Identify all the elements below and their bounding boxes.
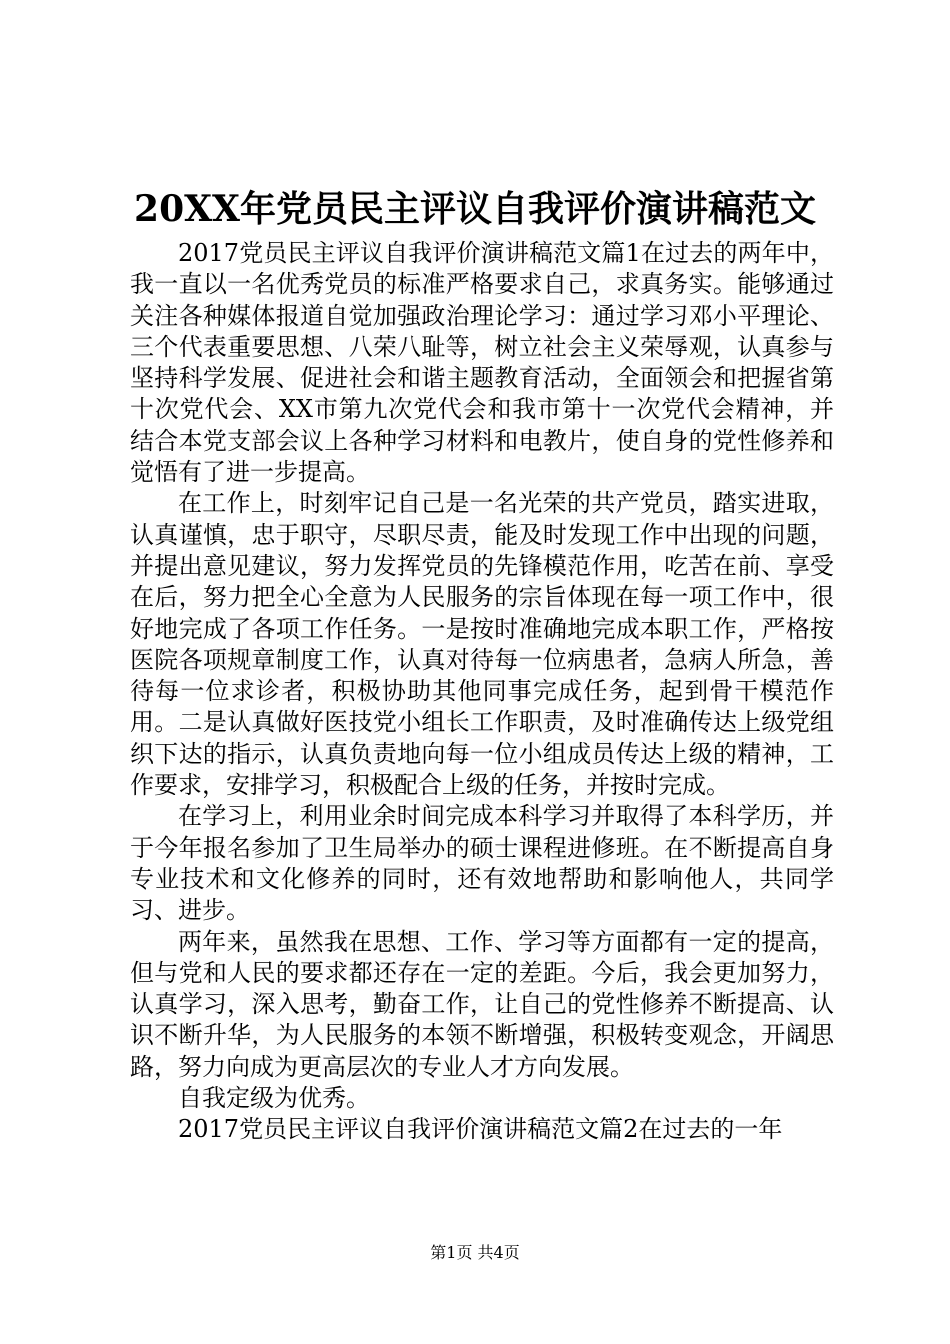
document-title: 20XX年党员民主评议自我评价演讲稿范文 [134,188,816,230]
paragraph-6: 2017党员民主评议自我评价演讲稿范文篇2在过去的一年 [178,1115,783,1144]
page-number-footer: 第1页 共4页 [430,1243,520,1262]
paragraph-5: 自我定级为优秀。 [178,1084,370,1113]
paragraph-2: 在工作上，时刻牢记自己是一名光荣的共产党员，踏实进取，认真谨慎，忠于职守，尽职尽责，能及时发现工作中出现的问题，并提出意见建议，努力发挥党员的先锋模范作用，吃苦在前、享受在后，努力把全心全意为人民服务的宗旨体现在每一项工作中，很好地完成了各项工作任务。一是按时准确地完成本职工作，严格按医院各项规章制度工作，认真对待每一位病患者，急病人所急，善待每一位求诊者，积极协助其他同事完成任务，起到骨干模范作用。二是认真做好医技党小组长工作职责，及时准确传达上级党组织下达的指示，认真负责地向每一位小组成员传达上级的精神，工作要求，安排学习，积极配合上级的任务，并按时完成。 [130,489,834,800]
document-body [130,238,834,1146]
paragraph-3: 在学习上，利用业余时间完成本科学习并取得了本科学历，并于今年报名参加了卫生局举办的硕士课程进修班。在不断提高自身专业技术和文化修养的同时，还有效地帮助和影响他人，共同学习、进步。 [130,802,834,925]
paragraph-1: 2017党员民主评议自我评价演讲稿范文篇1在过去的两年中，我一直以一名优秀党员的标准严格要求自己，求真务实。能够通过关注各种媒体报道自觉加强政治理论学习：通过学习邓小平理论、三个代表重要思想、八荣八耻等，树立社会主义荣辱观，认真参与坚持科学发展、促进社会和谐主题教育活动，全面领会和把握省第十次党代会、XX市第九次党代会和我市第十一次党代会精神，并结合本党支部会议上各种学习材料和电教片，使自身的党性修养和觉悟有了进一步提高。 [130,239,834,487]
paragraph-4: 两年来，虽然我在思想、工作、学习等方面都有一定的提高，但与党和人民的要求都还存在一定的差距。今后，我会更加努力，认真学习，深入思考，勤奋工作，让自己的党性修养不断提高、认识不断升华，为人民服务的本领不断增强，积极转变观念，开阔思路，努力向成为更高层次的专业人才方向发展。 [130,927,834,1081]
